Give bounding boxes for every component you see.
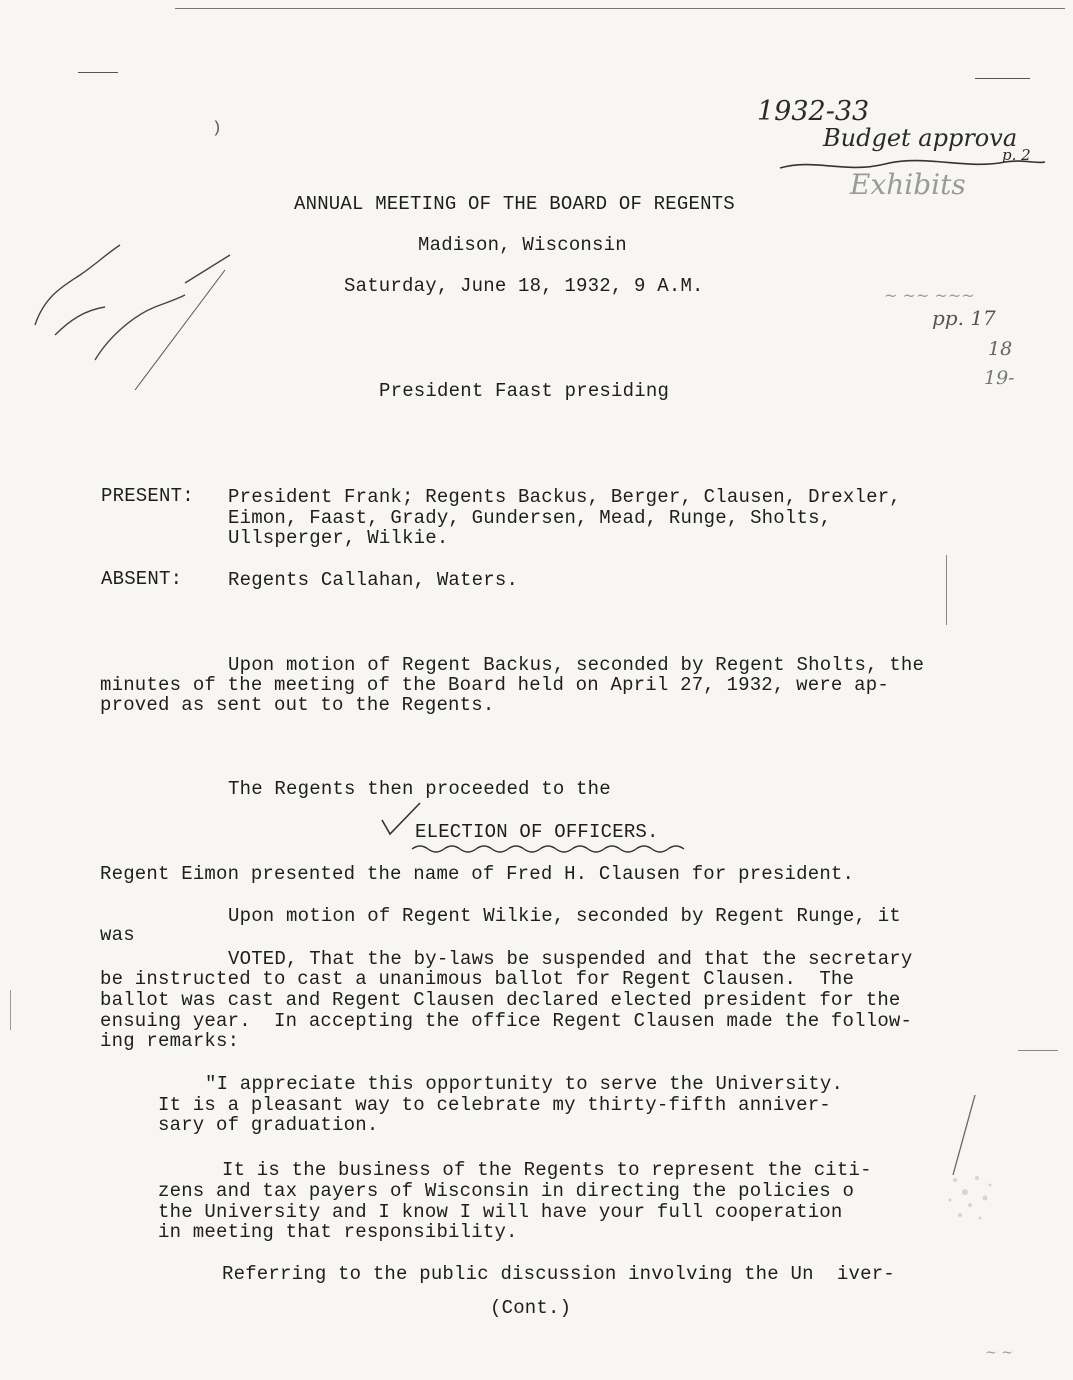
annotation-year: 1932-33 — [757, 96, 870, 127]
present-line-2: Eimon, Faast, Grady, Gundersen, Mead, Runge, Sholts, — [228, 507, 832, 529]
stray-mark: ) — [212, 119, 222, 137]
right-margin-dash — [975, 78, 1030, 79]
voted-line-5: ing remarks: — [100, 1030, 240, 1052]
heading-wavy-underline — [410, 842, 690, 856]
top-edge-line — [175, 8, 1065, 9]
quote1-line-1: "I appreciate this opportunity to serve the University. — [205, 1073, 844, 1095]
meeting-datetime: Saturday, June 18, 1932, 9 A.M. — [344, 275, 704, 297]
quote2-line-3: the University and I know I will have your full cooperation — [158, 1201, 843, 1223]
right-note-pages: pp. 17 — [932, 306, 996, 330]
voted-line-4: ensuing year. In accepting the office Regent Clausen made the follow- — [100, 1010, 913, 1032]
motion-line-2: was — [100, 924, 135, 946]
left-margin-dash — [78, 72, 118, 73]
quote2-line-2: zens and tax payers of Wisconsin in directing the policies o — [158, 1180, 855, 1202]
referring-line: Referring to the public discussion involving the Un iver- — [222, 1263, 895, 1285]
presiding-line: President Faast presiding — [379, 380, 670, 402]
voted-line-3: ballot was cast and Regent Clausen declared elected president for the — [100, 989, 901, 1011]
annotation-budget: Budget approva — [823, 124, 1018, 152]
bottom-right-faint-mark: ~ ~ — [985, 1345, 1013, 1361]
section-heading: ELECTION OF OFFICERS. — [415, 821, 659, 843]
meeting-title: ANNUAL MEETING OF THE BOARD OF REGENTS — [294, 193, 735, 215]
proceeded-line: The Regents then proceeded to the — [228, 778, 611, 800]
ink-smudge — [925, 1150, 1015, 1240]
present-line-3: Ullsperger, Wilkie. — [228, 527, 449, 549]
motion-line-1: Upon motion of Regent Wilkie, seconded by Regent Runge, it — [228, 905, 901, 927]
annotation-exhibits: Exhibits — [850, 168, 966, 201]
quote1-line-3: sary of graduation. — [158, 1114, 379, 1136]
absent-label: ABSENT: — [101, 568, 183, 590]
quote2-line-1: It is the business of the Regents to represent the citi- — [222, 1159, 872, 1181]
present-line-1: President Frank; Regents Backus, Berger, Clausen, Drexler, — [228, 486, 901, 508]
right-note-scribble: ~ ~~ ~~~ — [884, 286, 975, 305]
right-vertical-mark — [946, 555, 947, 625]
minutes-line-1: Upon motion of Regent Backus, seconded by Regent Sholts, the — [228, 654, 925, 676]
minutes-line-2: minutes of the meeting of the Board held on April 27, 1932, were ap- — [100, 674, 889, 696]
quote1-line-2: It is a pleasant way to celebrate my thirty-fifth anniver- — [158, 1094, 831, 1116]
annotation-page-ref: p. 2 — [1002, 146, 1031, 164]
right-edge-dash — [1018, 1050, 1058, 1051]
eimon-line: Regent Eimon presented the name of Fred H. Clausen for president. — [100, 863, 855, 885]
continued-marker: (Cont.) — [490, 1297, 572, 1319]
right-note-18: 18 — [988, 338, 1013, 360]
voted-line-1: VOTED, That the by-laws be suspended and that the secretary — [228, 948, 913, 970]
present-label: PRESENT: — [101, 485, 194, 507]
quote2-line-4: in meeting that responsibility. — [158, 1221, 518, 1243]
left-vertical-mark — [10, 990, 11, 1030]
meeting-location: Madison, Wisconsin — [418, 234, 627, 256]
absent-text: Regents Callahan, Waters. — [228, 569, 519, 591]
voted-line-2: be instructed to cast a unanimous ballot for Regent Clausen. The — [100, 968, 855, 990]
right-note-19: 19- — [984, 367, 1015, 389]
minutes-line-3: proved as sent out to the Regents. — [100, 694, 495, 716]
left-margin-handwriting — [25, 215, 255, 395]
